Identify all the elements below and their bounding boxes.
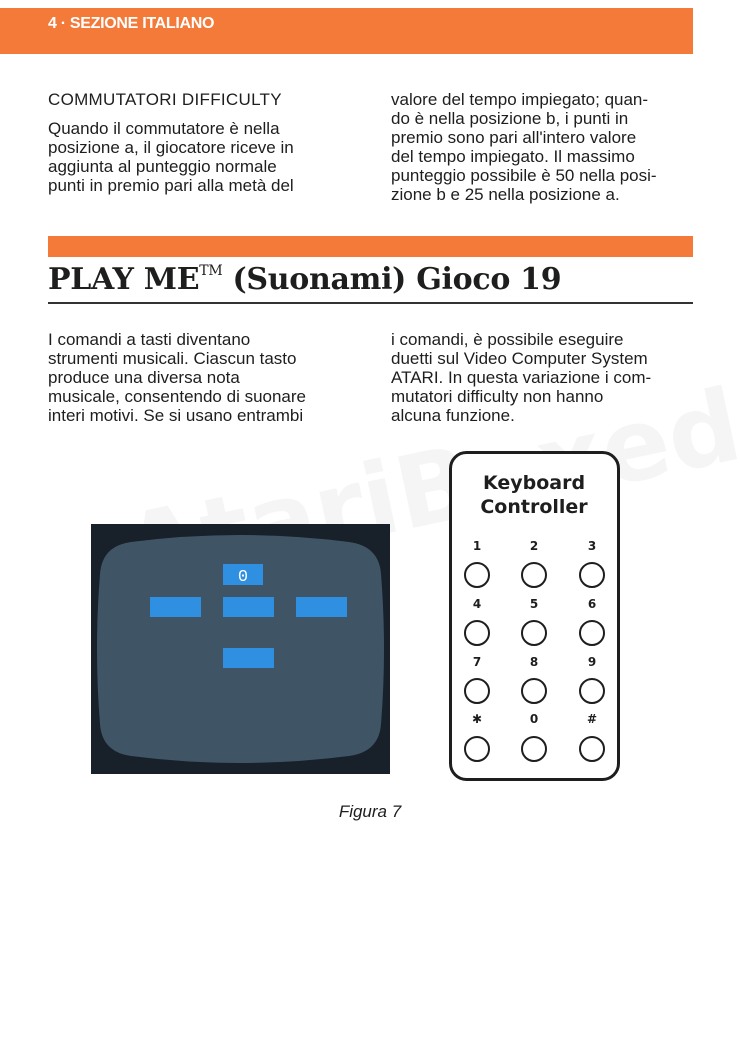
game-title-main: PLAY ME bbox=[48, 262, 200, 297]
game-title-rest: (Suonami) Gioco 19 bbox=[232, 262, 562, 297]
text-line: mutatori difficulty non hanno bbox=[391, 387, 604, 406]
difficulty-text-right bbox=[391, 90, 691, 204]
key-label: # bbox=[586, 712, 598, 726]
score-digit: 0 bbox=[237, 568, 249, 587]
note-block-bottom bbox=[223, 648, 274, 668]
note-block-left bbox=[150, 597, 201, 617]
difficulty-heading: COMMUTATORI DIFFICULTY bbox=[48, 90, 282, 109]
key-label: 6 bbox=[587, 597, 597, 611]
text-line: ATARI. In questa variazione i com- bbox=[391, 368, 652, 387]
keyboard-controller-svg bbox=[449, 451, 620, 781]
keyboard-controller-illustration bbox=[449, 451, 620, 781]
text-line: Quando il commutatore è nella bbox=[48, 119, 280, 138]
controller-title-line2: Controller bbox=[480, 496, 588, 518]
section-label: 4 · SEZIONE ITALIANO bbox=[48, 15, 215, 32]
key-label: 4 bbox=[472, 597, 482, 611]
note-block-right bbox=[296, 597, 347, 617]
text-line: I comandi a tasti diventano bbox=[48, 330, 251, 349]
key-label: 0 bbox=[529, 712, 539, 726]
text-line: i comandi, è possibile eseguire bbox=[391, 330, 624, 349]
key-label: 3 bbox=[587, 539, 597, 553]
key-label: 5 bbox=[529, 597, 539, 611]
text-line: valore del tempo impiegato; quan- bbox=[391, 90, 649, 109]
tv-screen-svg bbox=[91, 524, 390, 774]
text-line: zione b e 25 nella posizione a. bbox=[391, 185, 620, 204]
game-text-right bbox=[391, 330, 696, 425]
text-line: musicale, consentendo di suonare bbox=[48, 387, 306, 406]
difficulty-text-left bbox=[48, 119, 348, 195]
text-line: alcuna funzione. bbox=[391, 406, 515, 425]
text-line: interi motivi. Se si usano entrambi bbox=[48, 406, 304, 425]
text-line: premio sono pari all'intero valore bbox=[391, 128, 637, 147]
text-line: punteggio possibile è 50 nella posi- bbox=[391, 166, 657, 185]
text-line: punti in premio pari alla metà del bbox=[48, 176, 294, 195]
text-line: strumenti musicali. Ciascun tasto bbox=[48, 349, 297, 368]
figure-caption: Figura 7 bbox=[338, 802, 402, 821]
text-line: del tempo impiegato. Il massimo bbox=[391, 147, 635, 166]
controller-title-line1: Keyboard bbox=[482, 472, 586, 494]
text-line: produce una diversa nota bbox=[48, 368, 240, 387]
key-label: 2 bbox=[529, 539, 539, 553]
title-rule bbox=[48, 302, 693, 304]
text-line: aggiunta al punteggio normale bbox=[48, 157, 277, 176]
key-label: 7 bbox=[472, 655, 482, 669]
key-label: 8 bbox=[529, 655, 539, 669]
text-line: posizione a, il giocatore riceve in bbox=[48, 138, 294, 157]
key-label: ✱ bbox=[471, 712, 483, 726]
divider-bar bbox=[48, 236, 693, 257]
game-title bbox=[48, 262, 561, 297]
note-block-center bbox=[223, 597, 274, 617]
tv-screen-illustration bbox=[91, 524, 390, 774]
key-label: 9 bbox=[587, 655, 597, 669]
game-text-left bbox=[48, 330, 353, 425]
trademark-mark: TM bbox=[199, 263, 223, 279]
key-label: 1 bbox=[472, 539, 482, 553]
text-line: duetti sul Video Computer System bbox=[391, 349, 648, 368]
text-line: do è nella posizione b, i punti in bbox=[391, 109, 629, 128]
